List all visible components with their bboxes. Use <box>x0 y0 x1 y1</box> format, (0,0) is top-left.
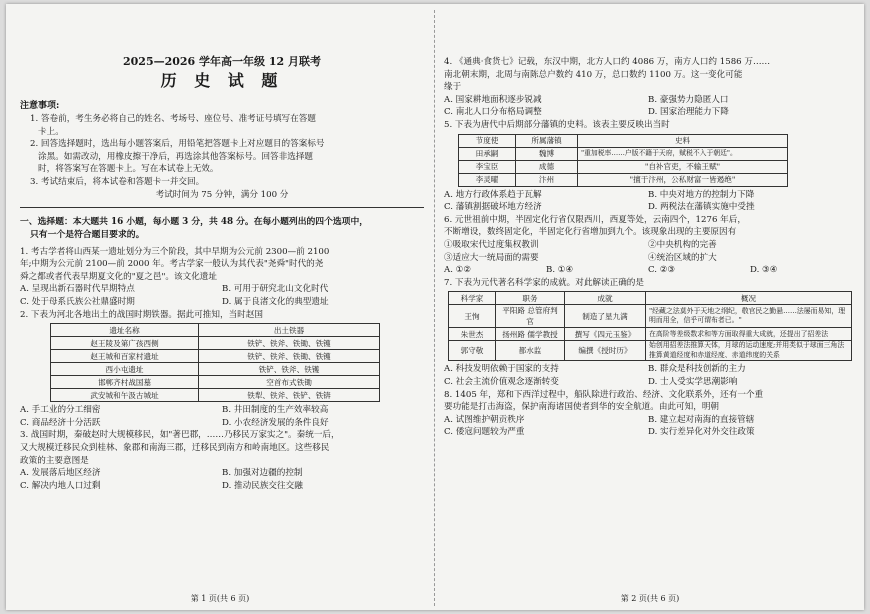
page-footer: 第 1 页(共 6 页) <box>190 594 250 603</box>
table-cell: 田承嗣 <box>459 147 516 160</box>
exam-time: 考试时间为 75 分钟，满分 100 分 <box>155 189 289 200</box>
question-1 <box>20 246 424 309</box>
table-cell: 赵王陵及第广孩西侧 <box>51 337 199 350</box>
items-row <box>444 252 852 265</box>
table-cell: 赵王城和百家村遗址 <box>51 350 199 363</box>
table-cell: 撰写《四元玉鉴》 <box>565 328 646 341</box>
table-header-cell: 成就 <box>565 292 646 305</box>
table-cell: 铁铲、铁斧、铁锄、铁镬 <box>199 350 380 363</box>
table-row <box>51 376 380 389</box>
table-header <box>51 324 380 337</box>
subject-title: 历 史 试 题 <box>160 71 284 90</box>
page-divider <box>434 10 435 606</box>
table-cell: 在高阶等差级数求和等方面取得重大成就，还提出了招差法 <box>646 328 852 341</box>
question-stem: 缘于 <box>444 82 462 93</box>
page-1 <box>6 4 434 610</box>
notice-line: 3. 考试结束后，将本试卷和答题卡一并交回。 <box>30 176 205 187</box>
options-row <box>444 376 852 389</box>
notice-heading: 注意事项: <box>20 101 60 111</box>
table-row <box>449 305 852 328</box>
table-cell: 制造了星九满 <box>565 305 646 328</box>
option-b[interactable]: B. 群众是科技创新的主力 <box>648 364 746 375</box>
table-cell: 李宝臣 <box>459 160 516 173</box>
table-row <box>449 328 852 341</box>
options-row <box>20 417 424 430</box>
options-row <box>444 94 852 107</box>
option-a[interactable]: A. 手工业的分工细密 <box>20 405 101 416</box>
option-a[interactable]: A. 地方行政体系趋于瓦解 <box>444 189 542 200</box>
question-stem: 1. 考古学者将山西某一遗址划分为三个阶段，其中早期为公元前 2300—前 2100 <box>20 246 330 257</box>
table-cell: "经藏之法莫外于天地之纲纪，敬官民之勤悬……法屡而易知，理明而用全，信乎可谓布者已。" <box>646 305 852 328</box>
question-stem: 6. 元世祖前中期，半固定化行省仅限西川，西夏等处，云南四个，1276 年后， <box>444 214 746 225</box>
item-2: ②中央机构的完善 <box>648 239 717 250</box>
question-6 <box>444 214 852 277</box>
table-header-cell: 职务 <box>496 292 565 305</box>
table-row <box>51 337 380 350</box>
option-c[interactable]: C. 社会主流价值观念逐渐转变 <box>444 376 559 387</box>
option-a[interactable]: A. 呈现出新石器时代早期特点 <box>20 284 135 295</box>
question-4 <box>444 56 852 119</box>
table-cell: 汴州 <box>516 173 578 186</box>
notice-line: 2. 回答选择题时，选出每小题答案后，用铅笔把答题卡上对应题目的答案标号 <box>30 139 325 150</box>
table-cell: 铁犁、铁斧、铁铲、铁锛 <box>199 389 380 402</box>
question-stem: 2. 下表为河北各地出土的战国时期铁器。据此可推知，当时赵国 <box>20 309 263 320</box>
table-header <box>449 292 852 305</box>
option-d[interactable]: D. 两税法在藩镇实施中受挫 <box>648 202 755 213</box>
table-row <box>459 147 788 160</box>
items-row <box>444 239 852 252</box>
option-b[interactable]: B. 建立起对南海的直接管辖 <box>648 414 755 425</box>
table-row <box>51 363 380 376</box>
option-c[interactable]: C. 藩镇割据破坏地方经济 <box>444 202 542 213</box>
option-b[interactable]: B. ①④ <box>546 265 574 276</box>
option-a[interactable]: A. 试图维护朝贡秩序 <box>444 414 525 425</box>
option-a[interactable]: A. 国家耕地面积逐步锐减 <box>444 94 542 105</box>
option-c[interactable]: C. 南北人口分布格局调整 <box>444 107 542 118</box>
question-stem: 5. 下表为唐代中后期部分藩镇的史料。该表主要反映出当时 <box>444 119 670 130</box>
options-row <box>20 467 424 480</box>
table-cell: 扬州路 儒学教授 <box>496 328 565 341</box>
scientist-table <box>448 291 852 361</box>
option-a[interactable]: A. 发展落后地区经济 <box>20 468 101 479</box>
table-cell: 魏博 <box>516 147 578 160</box>
options-row <box>444 106 852 119</box>
option-a[interactable]: A. 科技发明依赖于国家的支持 <box>444 364 559 375</box>
item-3: ③适应大一统局面的需要 <box>444 252 539 263</box>
table-cell: 成德 <box>516 160 578 173</box>
table-cell: 铁铲、铁斧、铁镬 <box>199 363 380 376</box>
option-b[interactable]: B. 井田制度的生产效率较高 <box>222 405 329 416</box>
notice-line: 1. 答卷前，考生务必将自己的姓名、考场号、座位号、准考证号填写在答题 <box>30 114 316 124</box>
table-header <box>459 134 788 147</box>
options-row <box>444 264 852 277</box>
options-row <box>444 426 852 439</box>
table-cell: 李灵曜 <box>459 173 516 186</box>
option-b[interactable]: B. 中央对地方的控制力下降 <box>648 189 755 200</box>
question-stem: 政策的主要意图是 <box>20 455 89 466</box>
table-cell: 始创用招差法推算天体，月球的运动速度;并用类似于球面三角法推算黄道经度和赤道经度、赤道纬度的关系 <box>646 341 852 361</box>
question-stem: 南北朝末期，北周与南陈总户数约 410 万，总口数约 1100 万。这一变化可能 <box>444 69 743 80</box>
option-d[interactable]: D. 国家治理能力下降 <box>648 107 729 118</box>
table-header-cell: 科学家 <box>449 292 496 305</box>
section-heading-2: 只有一个是符合题目要求的。 <box>30 229 145 240</box>
option-c[interactable]: C. 商品经济十分活跃 <box>20 417 101 428</box>
notice-line: 时，将答案写在答题卡上。写在本试卷上无效。 <box>38 164 219 175</box>
table-row <box>51 350 380 363</box>
table-header-cell: 节度使 <box>459 134 516 147</box>
question-2 <box>20 309 424 430</box>
table-cell: 王恂 <box>449 305 496 328</box>
option-d[interactable]: D. ③④ <box>750 265 778 276</box>
option-d[interactable]: D. 小农经济发展的条件良好 <box>222 417 329 428</box>
question-stem: 8. 1405 年，郑和下西洋过程中，船队除进行政治、经济、文化联系外，还有一个重 <box>444 389 764 400</box>
table-header-cell: 遗址名称 <box>51 324 199 337</box>
fanzhen-table <box>458 134 788 187</box>
table-header-cell: 史料 <box>578 134 788 147</box>
table-cell: 编撰《授时历》 <box>565 341 646 361</box>
page-footer: 第 2 页(共 6 页) <box>620 594 680 603</box>
option-b[interactable]: B. 可用于研究北山文化时代 <box>222 284 329 295</box>
question-stem: 要功能是打击海盗，保护南海诸国使者到华的安全航道。由此可知，明朝 <box>444 402 720 413</box>
options-row <box>20 480 424 493</box>
question-3 <box>20 429 424 492</box>
options-row <box>444 201 852 214</box>
question-stem: 舜之都或者代表早期夏文化的"夏之邑"。该文化遗址 <box>20 271 217 282</box>
option-d[interactable]: D. 推动民族交往交融 <box>222 480 303 491</box>
option-d[interactable]: D. 士人受实学思潮影响 <box>648 376 738 387</box>
table-cell: 平阳路 总管府判官 <box>496 305 565 328</box>
page-2 <box>436 4 864 610</box>
option-d[interactable]: D. 实行差异化对外交往政策 <box>648 427 755 438</box>
item-4: ④统治区域的扩大 <box>648 252 717 263</box>
question-7 <box>444 277 852 389</box>
question-stem: 3. 战国时期，秦破赵时大规模移民，如"著巴郡，……乃移民万家实之"。秦统一后， <box>20 430 340 441</box>
table-cell: 邯郸齐村战国墓 <box>51 376 199 389</box>
option-c[interactable]: C. 解决内地人口过剩 <box>20 480 101 491</box>
table-cell: 郭守敬 <box>449 341 496 361</box>
table-cell: 铁铲、铁斧、铁锄、铁镬 <box>199 337 380 350</box>
question-stem: 7. 下表为元代著名科学家的成就。对此解读正确的是 <box>444 277 644 288</box>
table-cell: 朱世杰 <box>449 328 496 341</box>
options-row <box>444 363 852 376</box>
options-row <box>20 283 424 296</box>
question-stem: 4. 《通典·食货七》记载，东汉中期，北方人口约 4086 万，南方人口约 1586 万…… <box>444 57 771 67</box>
question-stem: 又大规模迁移民众到桂林、象郡和南海三郡，迁移民到南方和岭南地区。这些移民 <box>20 442 330 453</box>
exam-sheet <box>6 4 864 610</box>
options-row <box>444 414 852 427</box>
table-cell: 空首布式铁锄 <box>199 376 380 389</box>
option-c[interactable]: C. ②③ <box>648 265 676 276</box>
question-stem: 不断增设，数终固定化，半固定化行省增加到九个。该现象出现的主要原因有 <box>444 227 737 238</box>
table-row <box>459 173 788 186</box>
item-1: ①吸取宋代过度集权教训 <box>444 239 539 250</box>
option-c[interactable]: C. 处于母系氏族公社鼎盛时期 <box>20 296 135 307</box>
option-a[interactable]: A. ①② <box>444 265 472 276</box>
table-cell: 武安城和午汲古城址 <box>51 389 199 402</box>
relic-table <box>50 323 380 402</box>
table-header-cell: 出土铁器 <box>199 324 380 337</box>
table-cell: "擅于汴州，公私财富一皆遏绝" <box>578 173 788 186</box>
table-header-cell: 所属藩镇 <box>516 134 578 147</box>
options-row <box>20 404 424 417</box>
section-heading: 一、选择题：本大题共 16 小题，每小题 3 分，共 48 分。在每小题列出的四个选项中， <box>20 216 369 227</box>
exam-title: 2025—2026 学年高一年级 12 月联考 <box>122 55 322 68</box>
table-row <box>449 341 852 361</box>
table-row <box>459 160 788 173</box>
table-header-cell: 概况 <box>646 292 852 305</box>
question-5 <box>444 119 852 214</box>
option-d[interactable]: D. 属于良渚文化的典型遗址 <box>222 296 329 307</box>
options-row <box>20 296 424 309</box>
notice-line: 卡上。 <box>38 126 64 137</box>
option-b[interactable]: B. 加强对边疆的控制 <box>222 468 303 479</box>
notice-line: 涂黑。如需改动，用橡皮擦干净后，再选涂其他答案标号。回答非选择题 <box>38 151 314 162</box>
table-cell: "自补官吏，不输王赋" <box>578 160 788 173</box>
option-c[interactable]: C. 倭寇问题较为严重 <box>444 427 525 438</box>
table-row <box>51 389 380 402</box>
table-cell: "重加税率……户版不籍于天府，赋税不入于朝廷"。 <box>578 147 788 160</box>
question-stem: 年;中期为公元前 2100—前 2000 年。考古学家一般认为其代表"尧舜"时代的尧 <box>20 259 324 270</box>
options-row <box>444 189 852 202</box>
table-cell: 西小屯遗址 <box>51 363 199 376</box>
option-b[interactable]: B. 豪强势力隐匿人口 <box>648 94 729 105</box>
question-8 <box>444 389 852 439</box>
divider-line <box>20 207 424 208</box>
table-cell: 都水监 <box>496 341 565 361</box>
